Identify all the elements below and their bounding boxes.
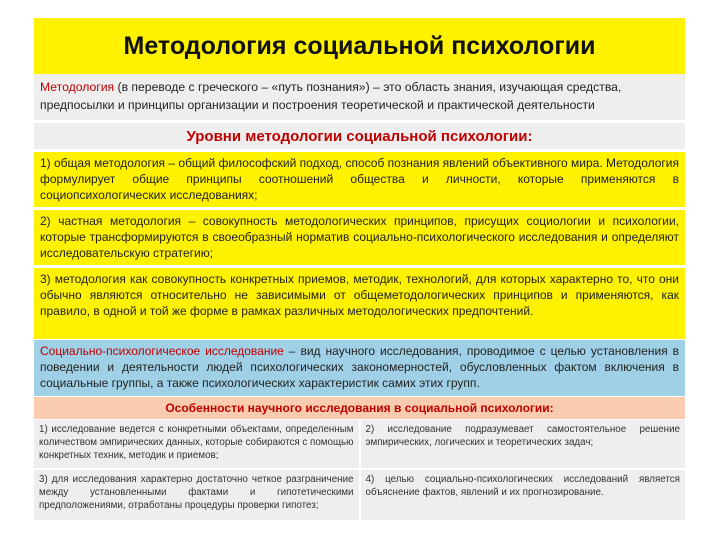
definition-text: (в переводе с греческого – «путь познания») – это область знания, изучающая средства, предпосылки и принципы организации и построения теоретической и практической деятельности <box>40 80 622 112</box>
research-text: – вид научного исследования, проводимое с целью установления в поведении и деятельности людей психологических закономерностей, обусловленных фактом включения в социальные группы, а также психологических характеристик самих этих групп. <box>40 344 679 391</box>
levels-heading: Уровни методологии социальной психологии: <box>34 121 685 149</box>
feature-item: 3) для исследования характерно достаточно четкое разграничение между установленными фактами и гипотетическими предположениями, отработаны процедуры проверки гипотез; <box>34 470 359 520</box>
research-term: Социально-психологическое исследование <box>40 344 284 358</box>
research-definition <box>34 340 685 396</box>
features-heading: Особенности научного исследования в социальной психологии: <box>34 397 685 419</box>
feature-item: 1) исследование ведется с конкретными объектами, определенным количеством эмпирических данных, которые собираются с помощью конкретных техник, методик и приемов; <box>34 420 359 468</box>
level-general: 1) общая методология – общий философский подход, способ познания явлений объективного мира. Методология формулирует общие принципы соотношений общества и личности, которые применяются в социопсихологических исследованиях; <box>34 150 685 207</box>
level-techniques: 3) методология как совокупность конкретных приемов, методик, технологий, для которых характерно то, что они обычно являются относительно не зависимыми от общеметодологических принципов и применяются, как правило, в одной и той же форме в рамках различных методологических предпочтений. <box>34 266 685 339</box>
definition-term: Методология <box>40 80 115 94</box>
features-grid <box>34 420 685 520</box>
feature-item: 4) целью социально-психологических исследований является объяснение фактов, явлений и их прогнозирование. <box>361 470 686 520</box>
level-particular: 2) частная методология – совокупность методологических принципов, присущих социологии и психологии, которые трансформируются в своеобразный норматив социально-психологического исследования и определяют исследовательскую стратегию; <box>34 208 685 265</box>
feature-item: 2) исследование подразумевает самостоятельное решение эмпирических, логических и теоретических задач; <box>361 420 686 468</box>
slide-title: Методология социальной психологии <box>34 18 685 74</box>
methodology-definition <box>34 74 685 120</box>
